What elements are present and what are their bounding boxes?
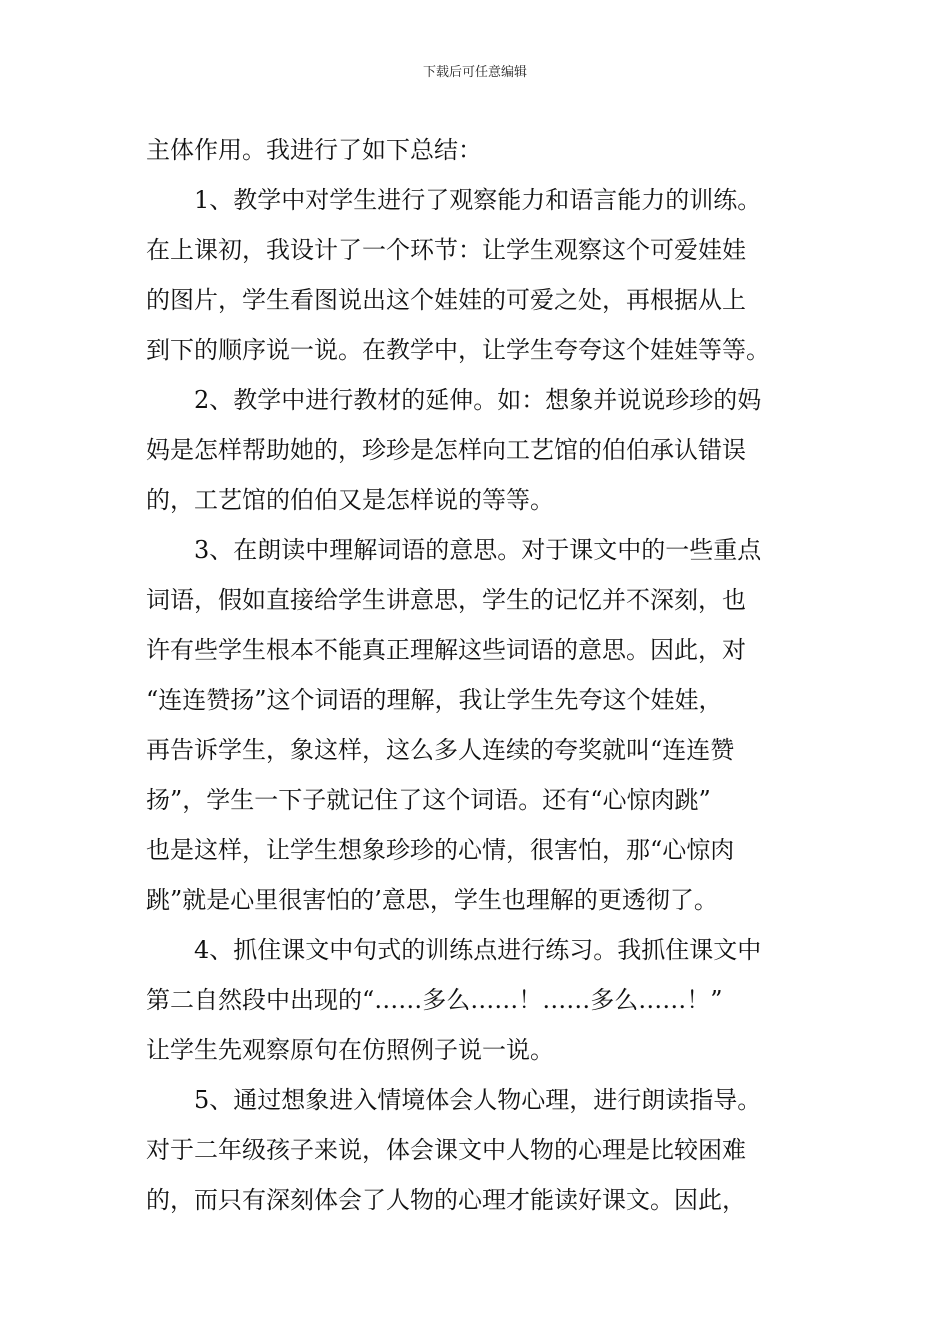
- text-line: 的图片，学生看图说出这个娃娃的可爱之处，再根据从上: [146, 286, 746, 314]
- text-line: 的，而只有深刻体会了人物的心理才能读好课文。因此，: [146, 1186, 746, 1214]
- text-line: “连连赞扬”这个词语的理解，我让学生先夸这个娃娃，: [146, 686, 723, 714]
- text-line: 扬”，学生一下子就记住了这个词语。还有“心惊肉跳”: [146, 786, 711, 814]
- text-line: 让学生先观察原句在仿照例子说一说。: [146, 1036, 554, 1064]
- text-line: 的，工艺馆的伯伯又是怎样说的等等。: [146, 486, 554, 514]
- document-body: [146, 125, 806, 1225]
- paragraph-4-start: 4、抓住课文中句式的训练点进行练习。我抓住课文中: [194, 936, 762, 964]
- text-line: 主体作用。我进行了如下总结：: [146, 136, 482, 164]
- paragraph-5-start: 5、通过想象进入情境体会人物心理，进行朗读指导。: [194, 1086, 762, 1114]
- text-line: 也是这样，让学生想象珍珍的心情，很害怕，那“心惊肉: [146, 836, 735, 864]
- text-line: 在上课初，我设计了一个环节：让学生观察这个可爱娃娃: [146, 236, 746, 264]
- text-line: 跳”就是心里很害怕的’意思，学生也理解的更透彻了。: [146, 886, 718, 914]
- text-line: 对于二年级孩子来说，体会课文中人物的心理是比较困难: [146, 1136, 746, 1164]
- paragraph-2-start: 2、教学中进行教材的延伸。如：想象并说说珍珍的妈: [194, 386, 762, 414]
- text-line: 到下的顺序说一说。在教学中，让学生夸夸这个娃娃等等。: [146, 336, 770, 364]
- text-line: 第二自然段中出现的“……多么……！……多么……！”: [146, 986, 723, 1014]
- page-header: 下载后可任意编辑: [422, 65, 527, 80]
- text-line: 词语，假如直接给学生讲意思，学生的记忆并不深刻，也: [146, 586, 746, 614]
- text-line: 再告诉学生，象这样，这么多人连续的夸奖就叫“连连赞: [146, 736, 735, 764]
- text-line: 妈是怎样帮助她的，珍珍是怎样向工艺馆的伯伯承认错误: [146, 436, 746, 464]
- paragraph-3-start: 3、在朗读中理解词语的意思。对于课文中的一些重点: [194, 536, 762, 564]
- paragraph-1-start: 1、教学中对学生进行了观察能力和语言能力的训练。: [194, 186, 762, 214]
- text-line: 许有些学生根本不能真正理解这些词语的意思。因此，对: [146, 636, 746, 664]
